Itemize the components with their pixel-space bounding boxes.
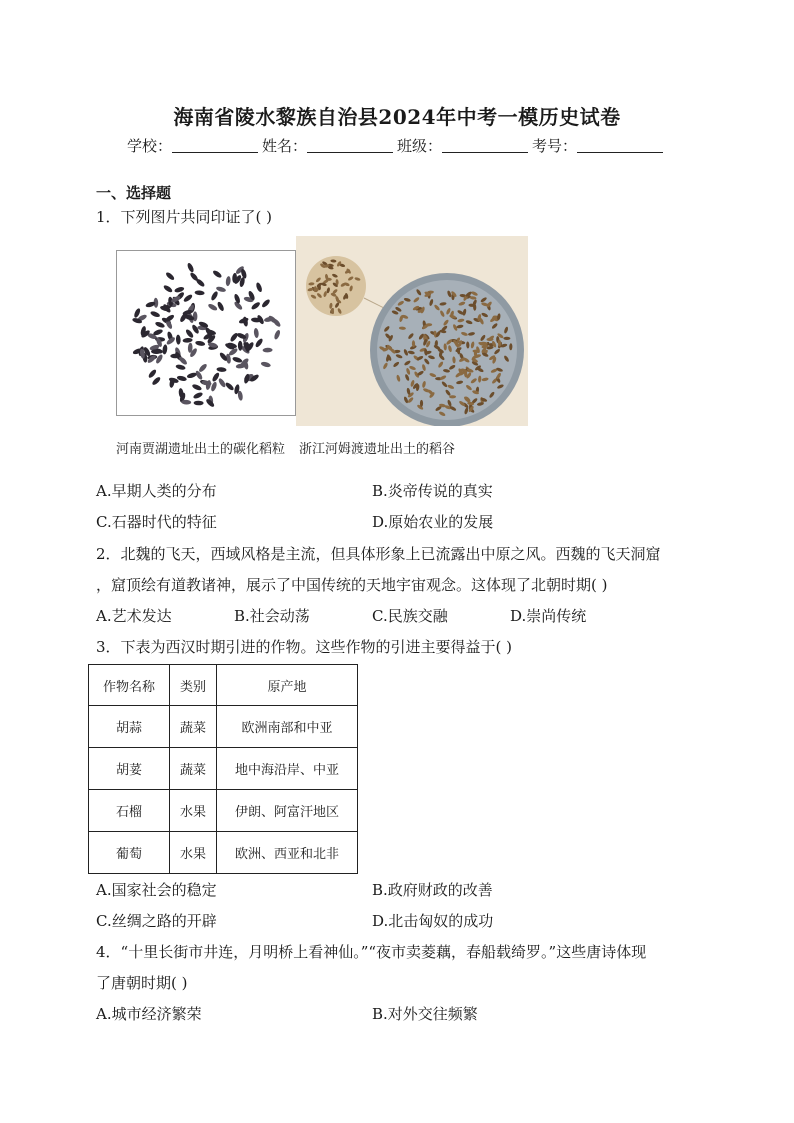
number-label: 考号： [532, 137, 578, 155]
table-row [89, 832, 358, 874]
q2-option-c[interactable]: C.民族交融 [372, 607, 448, 625]
q4-option-b[interactable]: B.对外交往频繁 [372, 1005, 478, 1023]
rice-grain [273, 329, 281, 340]
rice-grain [224, 381, 235, 391]
rice-grain [474, 350, 477, 357]
q1-option-b[interactable]: B.炎帝传说的真实 [372, 482, 493, 500]
rice-grain [192, 391, 203, 399]
student-info [0, 135, 794, 156]
rice-grain [185, 328, 195, 339]
rice-grain [194, 290, 204, 295]
rice-grain [186, 262, 195, 273]
rice-grain [210, 381, 218, 392]
section-heading: 一、选择题 [96, 184, 172, 202]
q2-stem-line2: ，窟顶绘有道教诸神，展示了中国传统的天地宇宙观念。这体现了北朝时期( ) [96, 576, 608, 594]
q2-stem-line1: 2．北魏的飞天，西域风格是主流，但具体形象上已流露出中原之风。西魏的飞天洞窟 [96, 545, 661, 563]
q3-stem: 3．下表为西汉时期引进的作物。这些作物的引进主要得益于( ) [96, 638, 513, 656]
table-header: 原产地 [217, 665, 358, 706]
rice-grain [217, 377, 226, 388]
rice-grain [183, 293, 194, 303]
rice-grain [210, 290, 219, 301]
rice-grain [255, 282, 263, 293]
rice-grain [216, 367, 226, 372]
table-cell: 蔬菜 [170, 706, 217, 748]
rice-grain [151, 376, 161, 386]
table-header-row [89, 665, 358, 706]
q3-option-d[interactable]: D.北击匈奴的成功 [372, 912, 494, 930]
rice-grain [175, 364, 186, 371]
rice-grain [165, 271, 176, 281]
name-blank[interactable] [307, 137, 393, 153]
school-blank[interactable] [172, 137, 258, 153]
table-cell: 胡荽 [89, 748, 170, 790]
table-cell: 葡萄 [89, 832, 170, 874]
rice-grain [198, 363, 208, 373]
class-blank[interactable] [442, 137, 528, 153]
q2-option-a[interactable]: A.艺术发达 [96, 607, 172, 625]
school-label: 学校： [126, 137, 172, 155]
rice-grain [176, 334, 181, 344]
rice-grain [238, 341, 243, 351]
q4-option-a[interactable]: A.城市经济繁荣 [96, 1005, 202, 1023]
q1-stem: 1．下列图片共同印证了( ) [96, 208, 273, 226]
rice-grain [420, 400, 423, 407]
rice-grain [503, 337, 510, 340]
rice-grain [216, 301, 225, 312]
rice-grain [260, 361, 271, 368]
rice-grain [191, 383, 202, 391]
rice-grain [232, 356, 243, 363]
table-cell: 水果 [170, 790, 217, 832]
q3-option-c[interactable]: C.丝绸之路的开辟 [96, 912, 217, 930]
rice-grain [155, 321, 166, 329]
q1-option-d[interactable]: D.原始农业的发展 [372, 513, 494, 531]
q3-option-a[interactable]: A.国家社会的稳定 [96, 881, 217, 899]
carbonized-rice-image [116, 250, 296, 416]
rice-grain [186, 372, 197, 379]
rice-grain [263, 348, 273, 353]
q1-caption [116, 438, 469, 457]
rice-grain [163, 284, 174, 294]
table-cell: 石榴 [89, 790, 170, 832]
hemudu-rice-image [296, 236, 528, 426]
table-cell: 水果 [170, 832, 217, 874]
q4-stem-line1: 4．“十里长街市井连，月明桥上看神仙。”“夜市卖菱藕，春船载绮罗。”这些唐诗体现 [96, 943, 647, 961]
q1-option-c[interactable]: C.石器时代的特征 [96, 513, 217, 531]
rice-grain [182, 338, 192, 343]
table-header: 作物名称 [89, 665, 170, 706]
table-cell: 伊朗、阿富汗地区 [217, 790, 358, 832]
rice-grain [253, 328, 259, 338]
class-label: 班级： [397, 137, 443, 155]
rice-grain [150, 310, 161, 318]
number-blank[interactable] [577, 137, 663, 153]
table-row [89, 748, 358, 790]
caption-left: 河南贾湖遗址出土的碳化稻粒 [116, 442, 286, 457]
rice-grain [174, 286, 185, 293]
crop-table [88, 664, 358, 874]
table-cell: 蔬菜 [170, 748, 217, 790]
table-cell: 欧洲、西亚和北非 [217, 832, 358, 874]
q1-figure [116, 236, 528, 426]
table-row [89, 706, 358, 748]
table-header: 类别 [170, 665, 217, 706]
q3-option-b[interactable]: B.政府财政的改善 [372, 881, 493, 899]
rice-grain [194, 401, 204, 406]
table-cell: 胡蒜 [89, 706, 170, 748]
rice-grain [147, 368, 157, 379]
rice-grain [212, 269, 223, 279]
rice-grain [195, 340, 206, 346]
table-row [89, 790, 358, 832]
rice-grain [225, 276, 231, 286]
rice-grain [162, 344, 168, 354]
q1-option-a[interactable]: A.早期人类的分布 [96, 482, 217, 500]
rice-grain [261, 298, 271, 308]
q2-option-d[interactable]: D.崇尚传统 [510, 607, 587, 625]
page-title: 海南省陵水黎族自治县2024年中考一模历史试卷 [173, 105, 621, 129]
table-cell: 欧洲南部和中亚 [217, 706, 358, 748]
rice-grain [155, 354, 164, 365]
rice-grain [250, 301, 261, 311]
table-cell: 地中海沿岸、中亚 [217, 748, 358, 790]
caption-right: 浙江河姆渡遗址出土的稻谷 [299, 442, 456, 457]
name-label: 姓名： [261, 137, 307, 155]
q4-stem-line2: 了唐朝时期( ) [96, 974, 188, 992]
rice-grain [233, 293, 241, 304]
rice-grain [229, 332, 239, 343]
rice-grain [207, 303, 218, 312]
rice-grain [254, 338, 264, 349]
q2-option-b[interactable]: B.社会动荡 [234, 607, 310, 625]
